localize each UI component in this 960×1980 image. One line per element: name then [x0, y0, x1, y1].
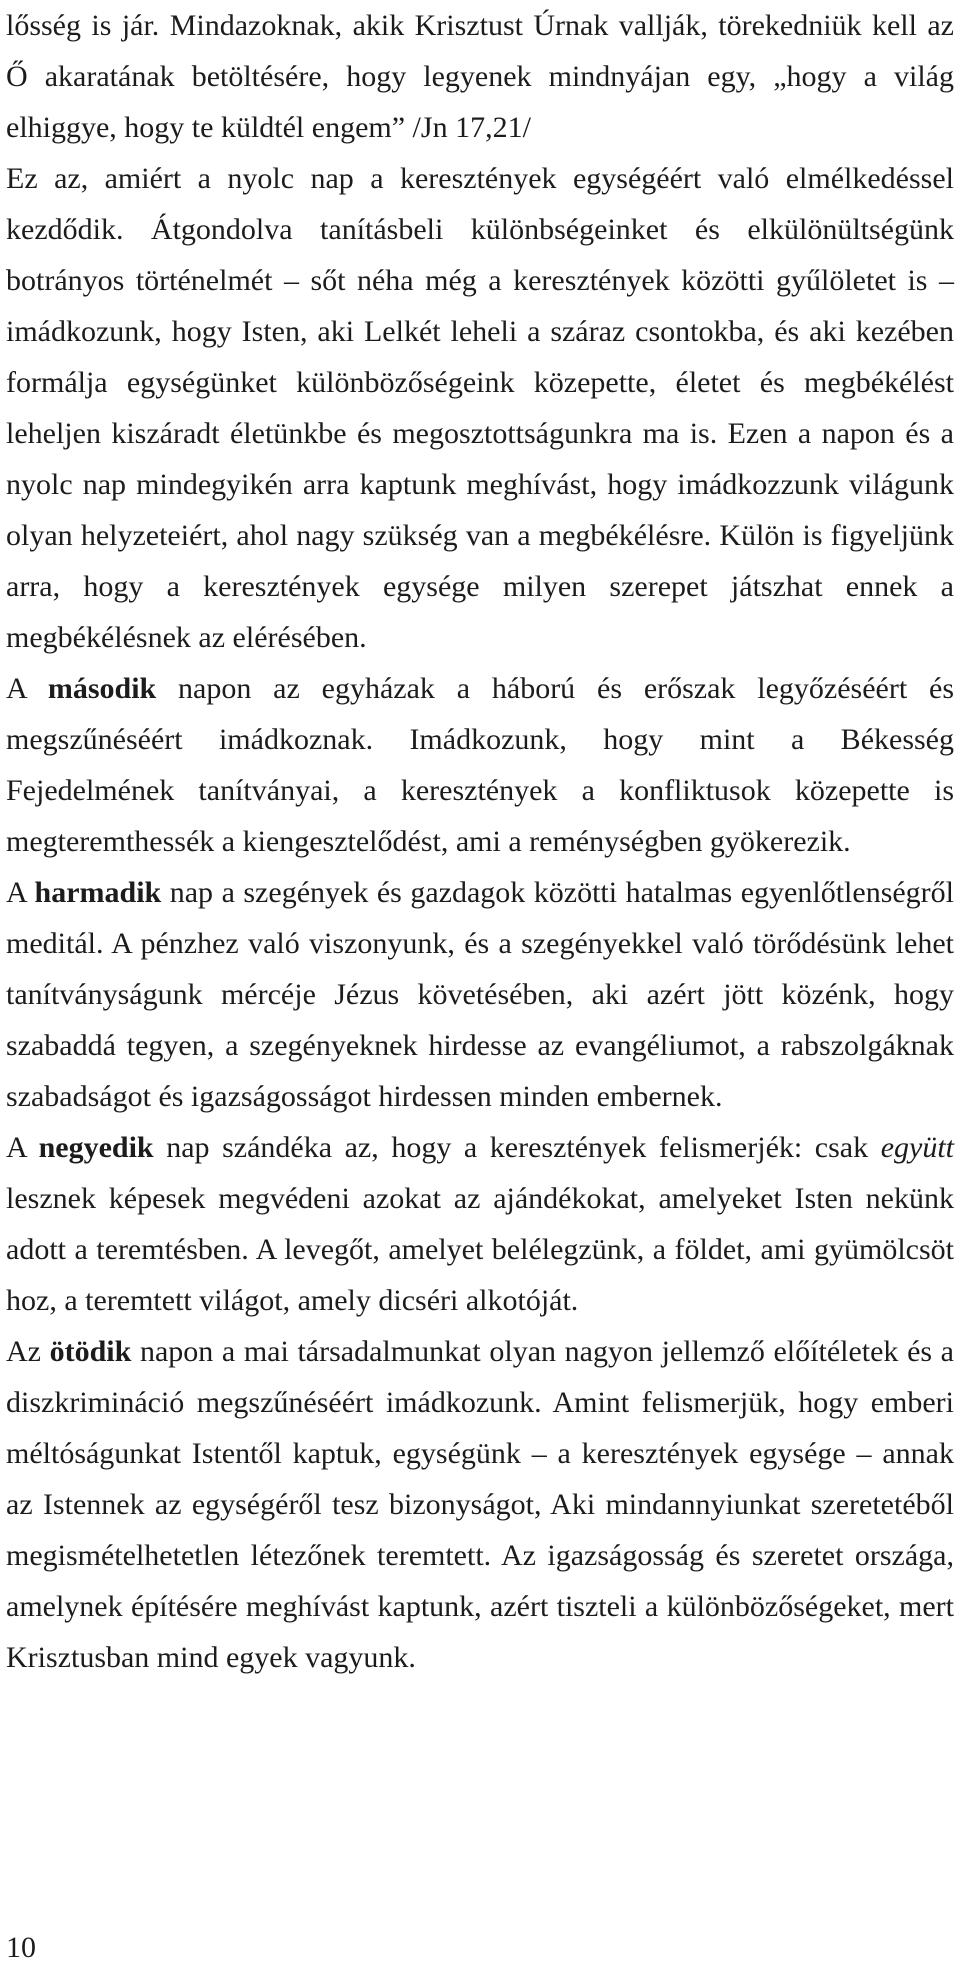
page-body	[6, 0, 954, 1683]
paragraph-6-text-a: Az	[6, 1335, 50, 1368]
paragraph-3-bold-day: második	[47, 672, 157, 705]
paragraph-6-text-b: napon a mai társadalmunkat olyan nagyon jellemző előítéletek és a diszkrimináció megszűnéséért imádkozunk. Amint felismerjük, hogy emberi méltóságunkat Istentől kaptuk, egységünk – a keresztények egysége – annak az Istennek az egységéről tesz bizonyságot, Aki mindannyiunkat szeretetéből megismételhetetlen létezőnek teremtett. Az igazságosság és szeretet országa, amelynek építésére meghívást kaptunk, azért tiszteli a különbözőségeket, mert Krisztusban mind egyek vagyunk.	[6, 1335, 954, 1674]
paragraph-5-text-a: A	[6, 1131, 39, 1164]
paragraph-3-text-a: A	[6, 672, 48, 705]
paragraph-1	[6, 0, 954, 153]
paragraph-4	[6, 867, 954, 1122]
paragraph-4-text-a: A	[6, 876, 35, 909]
paragraph-3-text-b: napon az egyházak a háború és erőszak legyőzéséért és megszűnéséért imádkoznak. Imádkozunk, hogy mint a Békesség Fejedelmének tanítványai, a keresztények a konfliktusok közepette is megteremthessék a kiengesztelődést, ami a reménységben gyökerezik.	[6, 672, 954, 858]
paragraph-5-bold-day: negyedik	[38, 1131, 154, 1164]
paragraph-4-bold-day: harmadik	[34, 876, 162, 909]
paragraph-5-text-c: lesznek képesek megvédeni azokat az ajándékokat, amelyeket Isten nekünk adott a teremtésben. A levegőt, amelyet belélegzünk, a földet, ami gyümölcsöt hoz, a teremtett világot, amely dicséri alkotóját.	[6, 1182, 954, 1317]
paragraph-5-text-b: nap szándéka az, hogy a keresztények felismerjék: csak	[153, 1131, 881, 1164]
paragraph-6	[6, 1326, 954, 1683]
paragraph-6-bold-day: ötödik	[49, 1335, 132, 1368]
paragraph-5-italic-word: együtt	[880, 1131, 954, 1164]
paragraph-1-text: lősség is jár. Mindazoknak, akik Krisztust Úrnak vallják, törekedniük kell az Ő akaratának betöltésére, hogy legyenek mindnyájan egy, „hogy a világ elhiggye, hogy te küldtél engem” /Jn 17,21/	[6, 9, 954, 144]
paragraph-3	[6, 663, 954, 867]
page-number: 10	[6, 1931, 36, 1964]
paragraph-5	[6, 1122, 954, 1326]
paragraph-2	[6, 153, 954, 663]
paragraph-2-text: Ez az, amiért a nyolc nap a keresztények egységéért való elmélkedéssel kezdődik. Átgondolva tanításbeli különbségeinket és elkülönültségünk botrányos történelmét – sőt néha még a keresztények közötti gyűlöletet is – imádkozunk, hogy Isten, aki Lelkét leheli a száraz csontokba, és aki kezében formálja egységünket különbözőségeink közepette, életet és megbékélést leheljen kiszáradt életünkbe és megosztottságunkra ma is. Ezen a napon és a nyolc nap mindegyikén arra kaptunk meghívást, hogy imádkozzunk világunk olyan helyzeteiért, ahol nagy szükség van a megbékélésre. Külön is figyeljünk arra, hogy a keresztények egysége milyen szerepet játszhat ennek a megbékélésnek az elérésében.	[6, 162, 954, 654]
paragraph-4-text-b: nap a szegények és gazdagok közötti hatalmas egyenlőtlenségről meditál. A pénzhez való viszonyunk, és a szegényekkel való törődésünk lehet tanítványságunk mércéje Jézus követésében, aki azért jött közénk, hogy szabaddá tegyen, a szegényeknek hirdesse az evangéliumot, a rabszolgáknak szabadságot és igazságosságot hirdessen minden embernek.	[6, 876, 955, 1113]
